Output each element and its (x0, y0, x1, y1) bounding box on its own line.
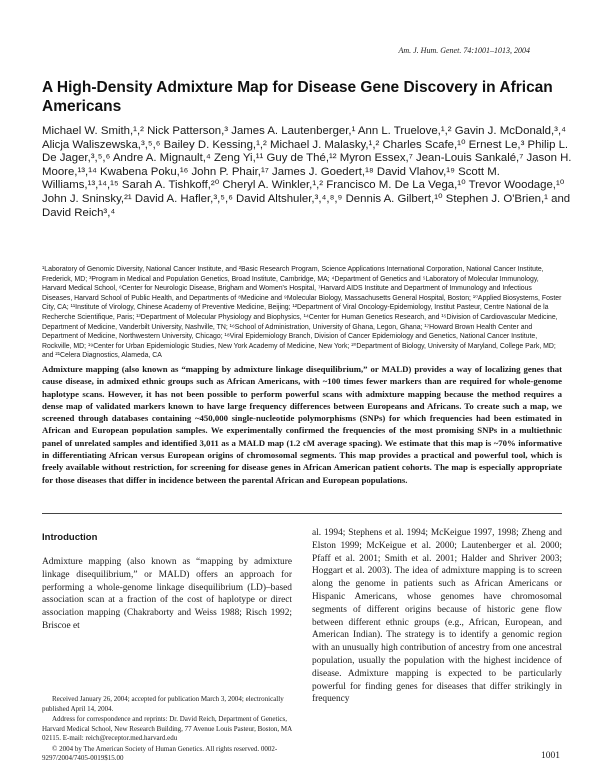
affiliations: ¹Laboratory of Genomic Diversity, National Cancer Institute, and ²Basic Research Program, Science Applications International Corporation, National Cancer Institute, Frederick, MD; ³Program in Medical and Population Genetics, Broad Institute, Cambridge, MA; ⁴Department of Genetics and ⁵Laboratory of Molecular Immunology, Harvard Medical School, ⁶Center for Neurologic Disease, Brigham and Women's Hospital, ⁷Harvard AIDS Institute and Department of Immunology and Infectious Diseases, Harvard School of Public Health, and Departments of ⁸Medicine and ⁹Molecular Biology, Massachusetts General Hospital, Boston; ¹⁰Applied Biosystems, Foster City, CA; ¹¹Institute of Virology, Chinese Academy of Preventive Medicine, Beijing; ¹²Department of Viral Oncology-Epidemiology, Institut Pasteur, Centre National de la Recherche Scientifique, Paris; ¹³Department of Molecular Physiology and Biophysics, ¹⁴Center for Human Genetics Research, and ¹⁵Division of Cardiovascular Medicine, Department of Medicine, Vanderbilt University, Nashville, TN; ¹⁶School of Administration, University of Ghana, Legon, Ghana; ¹⁷Howard Brown Health Center and Department of Medicine, Northwestern University, Chicago; ¹⁸Viral Epidemiology Branch, Division of Cancer Epidemiology and Genetics, National Cancer Institute, Rockville, MD; ¹⁹Center for Urban Epidemiologic Studies, New York Academy of Medicine, New York; ²⁰Department of Biology, University of Maryland, College Park, MD; and ²¹Celera Diagnostics, Alameda, CA (42, 266, 562, 360)
footnote-correspondence: Address for correspondence and reprints: Dr. David Reich, Department of Genetics, Harvard Medical School, New Research Building, 77 Avenue Louis Pasteur, Boston, MA 02115. E-mail: reich@receptor.med.harvard.edu (42, 715, 292, 742)
section-heading-introduction: Introduction (42, 532, 98, 543)
journal-reference: Am. J. Hum. Genet. 74:1001–1013, 2004 (398, 46, 530, 55)
intro-text-left-column: Admixture mapping (also known as “mapping by admixture linkage disequilibrium,” or MALD) offers an approach for performing a whole-genome linkage disequilibrium (LD)–based association scan at a fraction of the cost of haplotype or direct association mapping (Chakraborty and Weiss 1988; Risch 1992; Briscoe et (42, 557, 292, 631)
section-divider (42, 513, 562, 514)
page-number: 1001 (541, 751, 560, 761)
footnote-received: Received January 26, 2004; accepted for publication March 3, 2004; electronically published April 14, 2004. (42, 695, 284, 713)
article-title: A High-Density Admixture Map for Disease Gene Discovery in African Americans (42, 79, 553, 115)
abstract: Admixture mapping (also known as “mapping by admixture linkage disequilibrium,” or MALD) provides a way of localizing genes that cause disease, in admixed ethnic groups such as African Americans, with ~100 times fewer markers than are required for whole-genome haplotype scans. However, it has not been possible to perform powerful scans with admixture mapping because the method requires a dense map of validated markers known to have large frequency differences between Europeans and Africans. To create such a map, we screened through databases containing ~450,000 single-nucleotide polymorphisms (SNPs) for which frequencies had been estimated in African and European population samples. We experimentally confirmed the frequencies of the most promising SNPs in a multiethnic panel of unrelated samples and identified 3,011 as a MALD map (1.2 cM average spacing). We estimate that this map is ~70% informative in differentiating African versus European origins of chromosomal segments. This map provides a practical and powerful tool, which is freely available without restriction, for screening for disease genes in African American patient cohorts. The map is especially appropriate for those diseases that differ in incidence between the parental African and European populations. (42, 364, 562, 485)
intro-text-right-column: al. 1994; Stephens et al. 1994; McKeigue 1997, 1998; Zheng and Elston 1999; McKeigue et al. 2000; Lautenberger et al. 2000; Pfaff et al. 2001; Smith et al. 2001; Halder and Shriver 2003; Hoggart et al. 2003). The idea of admixture mapping is to screen along the genome in patients such as African Americans or Hispanic Americans, whose genomes have chromosomal segments of different origins because of historic gene flow between different ethnic groups (e.g., African, European, and American Indian). The strategy is to identify a genomic region with an unusually high contribution of ancestry from one ancestral population, usually the population with the highest incidence of disease. Admixture mapping is expected to be particularly powerful for finding genes for diseases that differ strikingly in frequency (312, 528, 562, 705)
author-list: Michael W. Smith,¹,² Nick Patterson,³ James A. Lautenberger,¹ Ann L. Truelove,¹,² Gavin J. McDonald,³,⁴ Alicja Waliszewska,³,⁵,⁶ Bailey D. Kessing,¹,² Michael J. Malasky,¹,² Charles Scafe,¹⁰ Ernest Le,³ Philip L. De Jager,³,⁵,⁶ Andre A. Mignault,⁴ Zeng Yi,¹¹ Guy de Thé,¹² Myron Essex,⁷ Jean-Louis Sankalé,⁷ Jason H. Moore,¹³,¹⁴ Kwabena Poku,¹⁶ John P. Phair,¹⁷ James J. Goedert,¹⁸ David Vlahov,¹⁹ Scott M. Williams,¹³,¹⁴,¹⁵ Sarah A. Tishkoff,²⁰ Cheryl A. Winkler,¹,² Francisco M. De La Vega,¹⁰ Trevor Woodage,¹⁰ John J. Sninsky,²¹ David A. Hafler,³,⁵,⁶ David Altshuler,³,⁴,⁸,⁹ Dennis A. Gilbert,¹⁰ Stephen J. O'Brien,¹ and David Reich³,⁴ (42, 125, 572, 219)
footnotes (42, 695, 292, 765)
footnote-copyright: © 2004 by The American Society of Human Genetics. All rights reserved. 0002-9297/2004/7405-0019$15.00 (42, 744, 278, 762)
